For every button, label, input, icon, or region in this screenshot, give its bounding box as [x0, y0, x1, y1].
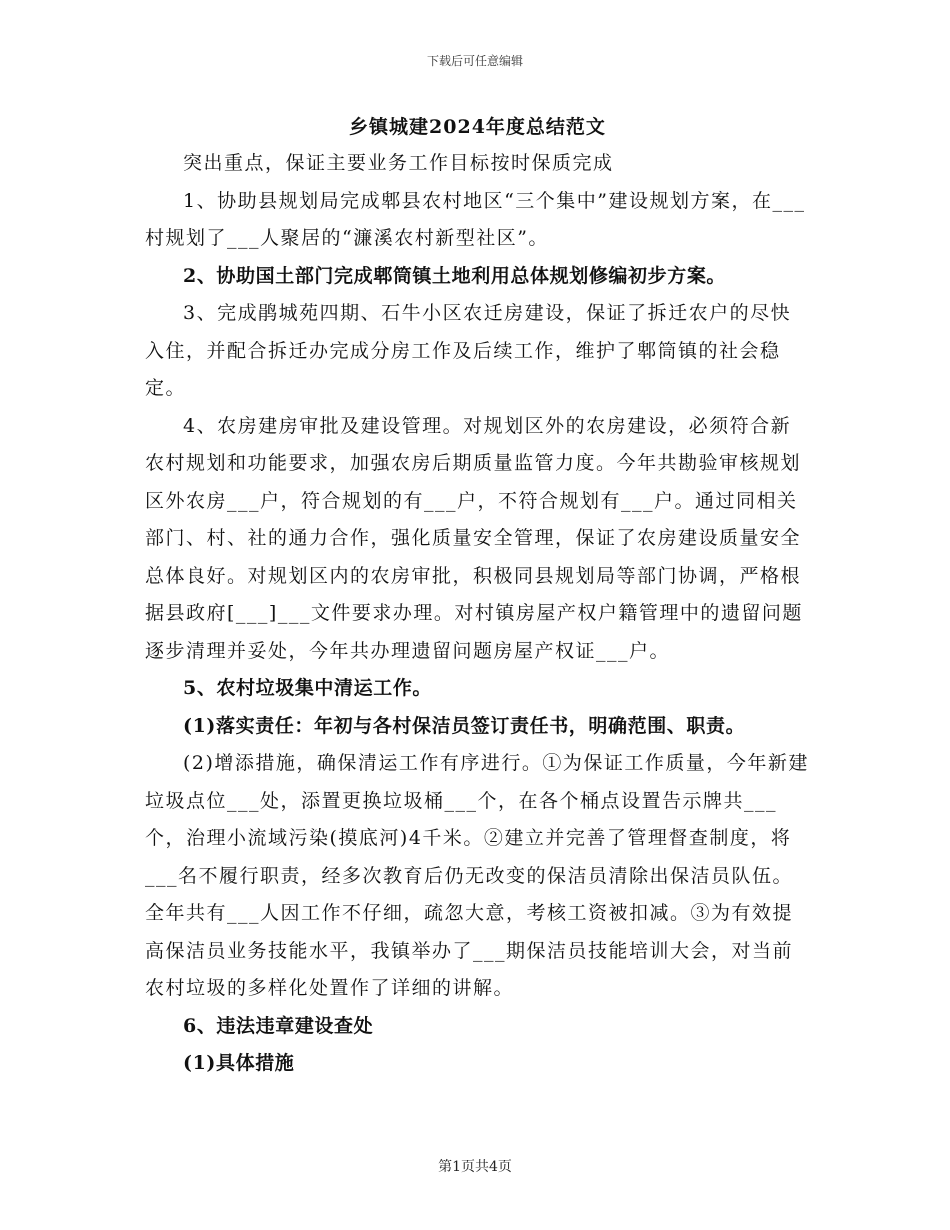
paragraph: 1、协助县规划局完成郫县农村地区“三个集中”建设规划方案，在___村规划了___人聚居的“濂溪农村新型社区”。 — [145, 189, 806, 249]
paragraph: 3、完成鹃城苑四期、石牛小区农迁房建设，保证了拆迁农户的尽快入住，并配合拆迁办完成分房工作及后续工作，维护了郫筒镇的社会稳定。 — [145, 302, 792, 399]
paragraph-heading: (1)落实责任：年初与各村保洁员签订责任书，明确范围、职责。 — [183, 714, 746, 737]
paragraph-heading: 6、违法违章建设查处 — [183, 1014, 374, 1037]
paragraph-heading: 5、农村垃圾集中清运工作。 — [183, 677, 433, 699]
document-title: 乡镇城建2024年度总结范文 — [349, 116, 606, 138]
page-header-note: 下载后可任意编辑 — [426, 54, 523, 68]
paragraph: 4、农房建房审批及建设管理。对规划区外的农房建设，必须符合新农村规划和功能要求，加强农房后期质量监管力度。今年共勘验审核规划区外农房___户，符合规划的有___户，不符合规划有___户。通过同相关部门、村、社的通力合作，强化质量安全管理，保证了农房建设质量安全总体良好。对规划区内的农房审批，积极同县规划局等部门协调，严格根据县政府[___]___文件要求办理。对村镇房屋产权户籍管理中的遗留问题逐步清理并妥处，今年共办理遗留问题房屋产权证___户。 — [145, 414, 803, 662]
page-number: 第1页共4页 — [438, 1159, 512, 1175]
paragraph: 突出重点，保证主要业务工作目标按时保质完成 — [183, 152, 614, 174]
paragraph-heading: 2、协助国土部门完成郫筒镇土地利用总体规划修编初步方案。 — [183, 264, 727, 287]
paragraph: (2)增添措施，确保清运工作有序进行。①为保证工作质量，今年新建垃圾点位___处，添置更换垃圾桶___个，在各个桶点设置告示牌共___个，治理小流域污染(摸底河)4千米。②建立并完善了管理督查制度，将___名不履行职责，经多次教育后仍无改变的保洁员清除出保洁员队伍。全年共有___人因工作不仔细，疏忽大意，考核工资被扣减。③为有效提高保洁员业务技能水平，我镇举办了___期保洁员技能培训大会，对当前农村垃圾的多样化处置作了详细的讲解。 — [145, 752, 809, 999]
paragraph-heading: (1)具体措施 — [183, 1052, 295, 1074]
document-body — [145, 112, 810, 1083]
